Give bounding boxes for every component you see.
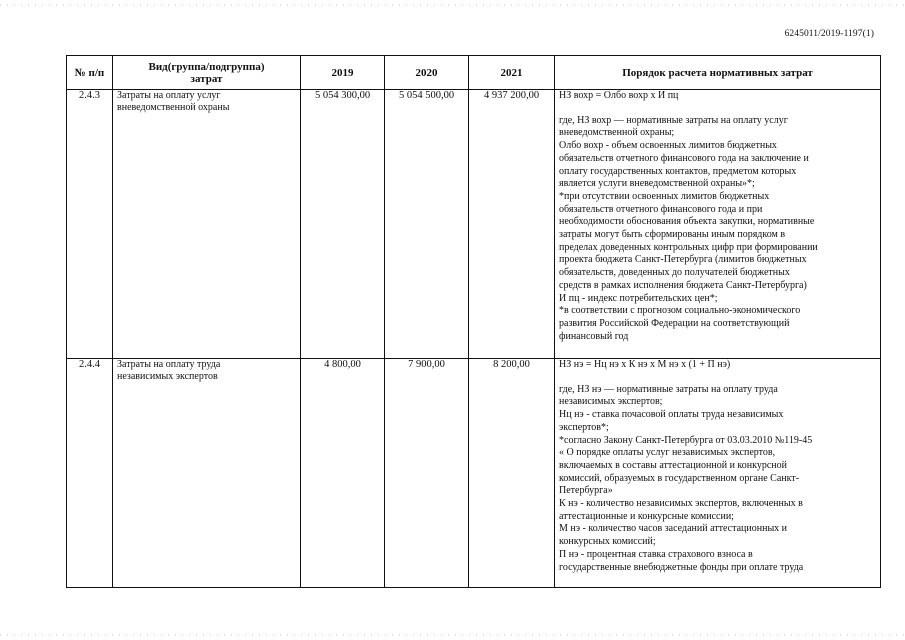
method-line: необходимости обоснования объекта закупки, нормативные bbox=[559, 216, 815, 228]
method-line: *в соответствии с прогнозом социально-экономического bbox=[559, 305, 801, 317]
table-row bbox=[67, 359, 881, 588]
method-line: независимых экспертов; bbox=[559, 396, 663, 408]
method-line: Нц нэ - ставка почасовой оплаты труда независимых bbox=[559, 409, 784, 421]
method-line: К нэ - количество независимых экспертов, включенных в bbox=[559, 498, 803, 510]
method-line: Петербурга» bbox=[559, 485, 613, 497]
method-line: финансовый год bbox=[559, 330, 629, 342]
header-2021: 2021 bbox=[469, 56, 555, 90]
value-2020: 5 054 500,00 bbox=[385, 90, 469, 359]
value-2020: 7 900,00 bbox=[385, 359, 469, 588]
value-2021: 4 937 200,00 bbox=[469, 90, 555, 359]
header-2019: 2019 bbox=[301, 56, 385, 90]
cost-type-line: вневедомственной охраны bbox=[117, 102, 230, 113]
method-line: пределах доведенных контрольных цифр при формировании bbox=[559, 241, 818, 253]
cost-table bbox=[66, 55, 881, 588]
method-line: М нэ - количество часов заседаний аттестационных и bbox=[559, 523, 788, 535]
method-line: обязательств отчетного финансового года на заключение и bbox=[559, 152, 809, 164]
method-line: экспертов*; bbox=[559, 421, 609, 433]
scan-noise-bottom bbox=[0, 634, 905, 636]
table-row bbox=[67, 90, 881, 359]
calculation-method bbox=[555, 90, 881, 359]
method-line: И пц - индекс потребительских цен*; bbox=[559, 292, 718, 304]
method-line: затраты могут быть сформированы иным порядком в bbox=[559, 229, 786, 241]
value-2021: 8 200,00 bbox=[469, 359, 555, 588]
calculation-method bbox=[555, 359, 881, 588]
header-method: Порядок расчета нормативных затрат bbox=[555, 56, 881, 90]
method-line: государственные внебюджетные фонды при оплате труда bbox=[559, 561, 804, 573]
method-line: является услуги вневедомственной охраны»*; bbox=[559, 178, 755, 190]
method-line: П нэ - процентная ставка страхового взноса в bbox=[559, 548, 753, 560]
method-line: обязательств, доведенных до получателей бюджетных bbox=[559, 267, 790, 279]
method-line: аттестационные и конкурсные комиссии; bbox=[559, 510, 734, 522]
method-formula: НЗ вохр = Олбо вохр х И пц bbox=[559, 90, 679, 101]
method-line: средств в рамках исполнения бюджета Санкт-Петербурга) bbox=[559, 279, 807, 291]
method-line: конкурсных комиссий; bbox=[559, 536, 656, 548]
table-header-row bbox=[67, 56, 881, 90]
document-number: 6245011/2019-1197(1) bbox=[784, 29, 874, 39]
row-num: 2.4.3 bbox=[67, 90, 113, 359]
header-type bbox=[113, 56, 301, 90]
row-cost-type bbox=[113, 90, 301, 359]
method-line: « О порядке оплаты услуг независимых экспертов, bbox=[559, 447, 776, 459]
method-line: включаемых в составы аттестационной и конкурсной bbox=[559, 459, 787, 471]
header-2020: 2020 bbox=[385, 56, 469, 90]
header-num: № п/п bbox=[67, 56, 113, 90]
method-line: *согласно Закону Санкт-Петербурга от 03.03.2010 №119-45 bbox=[559, 434, 813, 446]
cost-type-line: Затраты на оплату труда bbox=[117, 359, 221, 370]
method-line: развития Российской Федерации на соответствующий bbox=[559, 317, 790, 329]
row-num: 2.4.4 bbox=[67, 359, 113, 588]
value-2019: 5 054 300,00 bbox=[301, 90, 385, 359]
method-line: вневедомственной охраны; bbox=[559, 127, 675, 139]
method-line: проекта бюджета Санкт-Петербурга (лимитов бюджетных bbox=[559, 254, 807, 266]
method-line: Олбо вохр - объем освоенных лимитов бюджетных bbox=[559, 140, 777, 152]
method-line: обязательств отчетного финансового года и при bbox=[559, 203, 763, 215]
method-line: где, НЗ нэ — нормативные затраты на оплату труда bbox=[559, 383, 778, 395]
header-type-line1: Вид(группа/подгруппа) bbox=[148, 60, 265, 73]
value-2019: 4 800,00 bbox=[301, 359, 385, 588]
method-line: где, НЗ вохр — нормативные затраты на оплату услуг bbox=[559, 114, 788, 126]
cost-type-line: Затраты на оплату услуг bbox=[117, 90, 221, 101]
header-type-line2: затрат bbox=[190, 72, 223, 85]
cost-type-line: независимых экспертов bbox=[117, 371, 218, 382]
method-line: *при отсутствии освоенных лимитов бюджетных bbox=[559, 190, 770, 202]
scan-noise-top bbox=[0, 4, 905, 6]
method-formula: НЗ нэ = Нц нэ х К нэ х М нэ х (1 + П нэ) bbox=[559, 359, 731, 370]
method-line: оплату государственных контактов, предметом которых bbox=[559, 165, 797, 177]
method-line: комиссий, образуемых в государственном органе Санкт- bbox=[559, 472, 800, 484]
row-cost-type bbox=[113, 359, 301, 588]
